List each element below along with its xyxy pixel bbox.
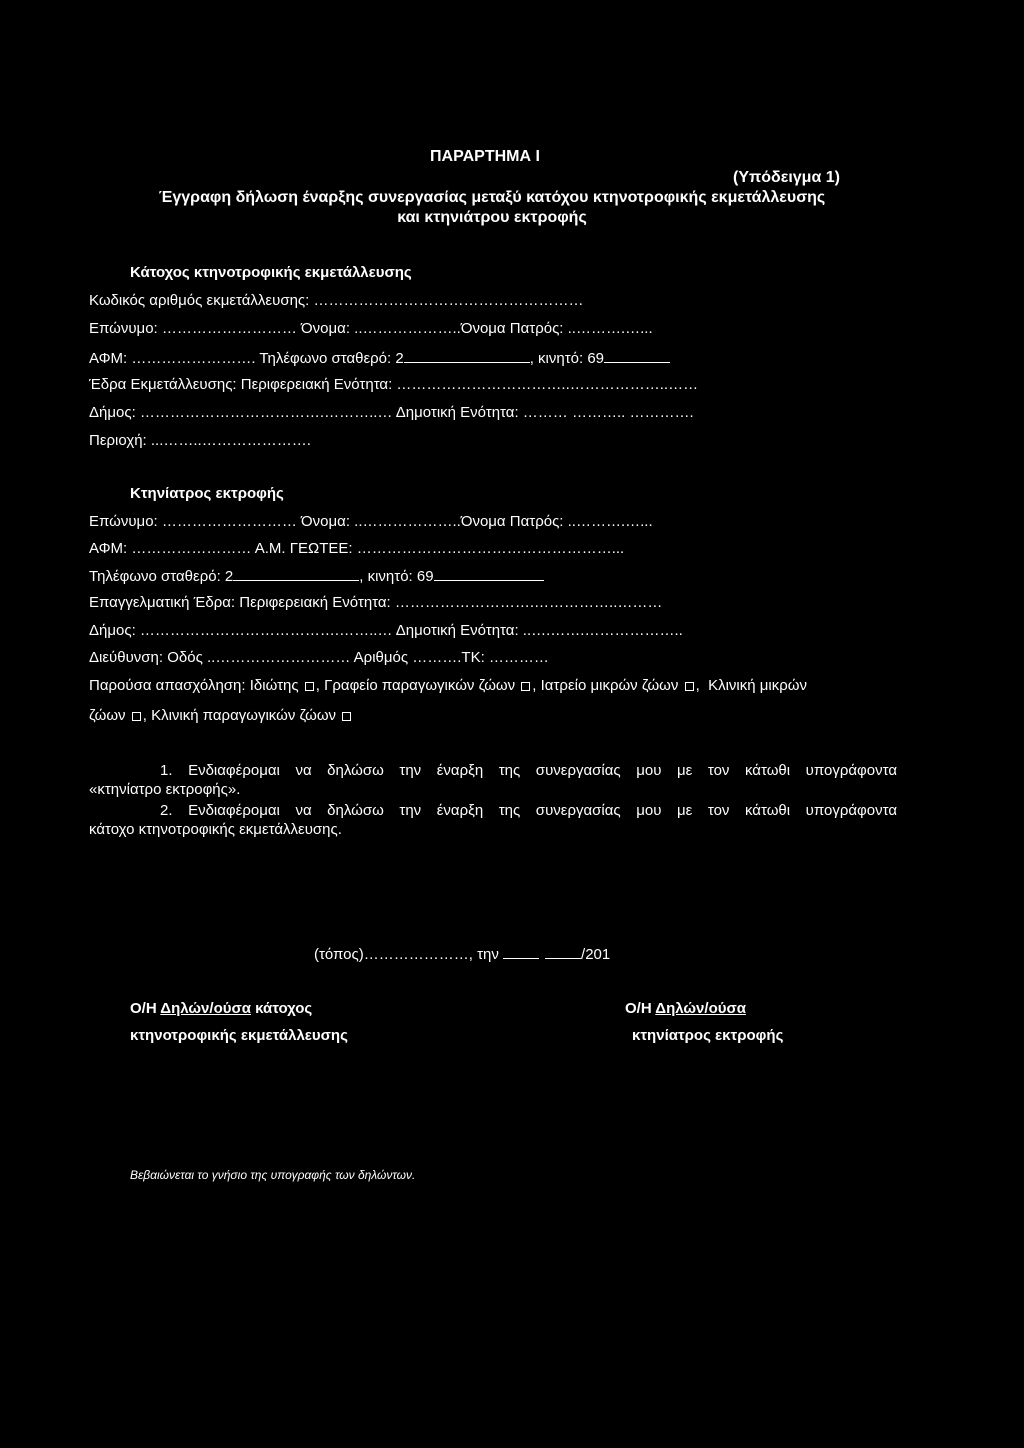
vet-heading: Κτηνίατρος εκτροφής <box>130 485 284 502</box>
vet-address-field: Διεύθυνση: Οδός ..……………………… Αριθμός ……….ΤΚ: ………… <box>89 649 549 666</box>
holder-afm-label: ΑΦΜ: ……………………. Τηλέφωνο σταθερό: 2 <box>89 350 404 367</box>
holder-municipality-field: Δήμος: ……………………………….………..… Δημοτική Ενότητα: ……… ……….. …………. <box>89 404 694 421</box>
occupation-small-hospital-checkbox[interactable] <box>132 712 141 721</box>
holder-heading: Κάτοχος κτηνοτροφικής εκμετάλλευσης <box>130 264 412 281</box>
signature-vet-title: Ο/Η Δηλών/ούσα <box>625 1000 746 1017</box>
occupation-prod-hospital-label: Κλινική παραγωγικών ζώων <box>151 707 337 724</box>
vet-mobile-line <box>434 566 544 581</box>
place-date-field <box>314 944 610 964</box>
holder-seat-field: Έδρα Εκμετάλλευσης: Περιφερειακή Ενότητα: ……………………………..………………..…… <box>89 376 699 393</box>
signature-vet-subtitle: κτηνίατρος εκτροφής <box>632 1027 784 1044</box>
vet-name-fields: Επώνυμο: ……………………… Όνομα: ..………………..Όνομα Πατρός: ..……….…... <box>89 513 653 530</box>
occupation-private-label: Ιδιώτης <box>249 677 299 694</box>
vet-municipality-field: Δήμος: ………………………………….……..… Δημοτική Ενότητα: ..….…….……………….. <box>89 622 683 639</box>
vet-mobile-label: , κινητό: 69 <box>359 568 434 585</box>
holder-landline-line <box>404 348 530 363</box>
declaration-1: 1. Ενδιαφέρομαι να δηλώσω την έναρξη της συνεργασίας μου με τον κάτωθι υπογράφοντα <box>160 762 897 779</box>
authentication-note: Βεβαιώνεται το γνήσιο της υπογραφής των δηλώντων. <box>130 1168 416 1182</box>
occupation-office-checkbox[interactable] <box>521 682 530 691</box>
occupation-line2: ζώων , Κλινική παραγωγικών ζώων <box>89 707 353 725</box>
occupation-small-hospital-label-cont: ζώων <box>89 707 126 724</box>
occupation-private-checkbox[interactable] <box>305 682 314 691</box>
place-label: (τόπος)…………………, την <box>314 946 499 963</box>
annex-title: ΠΑΡΑΡΤΗΜΑ Ι <box>430 148 540 165</box>
vet-seat-field: Επαγγελματική Έδρα: Περιφερειακή Ενότητα: ……………………….……………..……… <box>89 594 663 611</box>
document-title-line2: και κτηνιάτρου εκτροφής <box>397 209 587 226</box>
holder-mobile-label: , κινητό: 69 <box>529 350 604 367</box>
declaration-2-cont: κάτοχο κτηνοτροφικής εκμετάλλευσης. <box>89 821 342 838</box>
occupation-small-hospital-label: Κλινική μικρών <box>708 677 807 694</box>
vet-afm-field: ΑΦΜ: …………………… Α.Μ. ΓΕΩΤΕΕ: ……………………………………………... <box>89 540 625 557</box>
holder-area-field: Περιοχή: ...……..…………………. <box>89 432 311 449</box>
occupation-line1: Παρούσα απασχόληση: Ιδιώτης , Γραφείο παραγωγικών ζώων , Ιατρείο μικρών ζώων , Κλινική μικρών <box>89 677 807 694</box>
holder-code-field: Κωδικός αριθμός εκμετάλλευσης: ……………………………………………… <box>89 292 584 309</box>
occupation-prod-hospital-checkbox[interactable] <box>342 712 351 721</box>
signature-holder-title: Ο/Η Δηλών/ούσα κάτοχος <box>130 1000 313 1017</box>
holder-mobile-line <box>604 348 670 363</box>
occupation-small-clinic-checkbox[interactable] <box>685 682 694 691</box>
holder-name-fields: Επώνυμο: ……………………… Όνομα: ..………………..Όνομα Πατρός: ..……….…... <box>89 320 653 337</box>
year-label: /201 <box>581 946 611 963</box>
holder-phone-fields <box>89 348 670 368</box>
occupation-label: Παρούσα απασχόληση: <box>89 677 246 694</box>
declaration-2: 2. Ενδιαφέρομαι να δηλώσω την έναρξη της συνεργασίας μου με τον κάτωθι υπογράφοντα <box>160 802 897 819</box>
sample-label: (Υπόδειγμα 1) <box>733 169 840 186</box>
signature-holder-subtitle: κτηνοτροφικής εκμετάλλευσης <box>130 1027 348 1044</box>
document-title-line1: Έγγραφη δήλωση έναρξης συνεργασίας μεταξύ κατόχου κτηνοτροφικής εκμετάλλευσης <box>158 189 826 206</box>
declaration-1-cont: «κτηνίατρο εκτροφής». <box>89 781 241 798</box>
day-month-line-2 <box>545 944 581 959</box>
day-month-line-1 <box>503 944 539 959</box>
vet-phone-label: Τηλέφωνο σταθερό: 2 <box>89 568 234 585</box>
occupation-office-label: Γραφείο παραγωγικών ζώων <box>324 677 516 694</box>
vet-phone-fields <box>89 566 544 586</box>
occupation-small-clinic-label: Ιατρείο μικρών ζώων <box>540 677 679 694</box>
vet-landline-line <box>233 566 359 581</box>
